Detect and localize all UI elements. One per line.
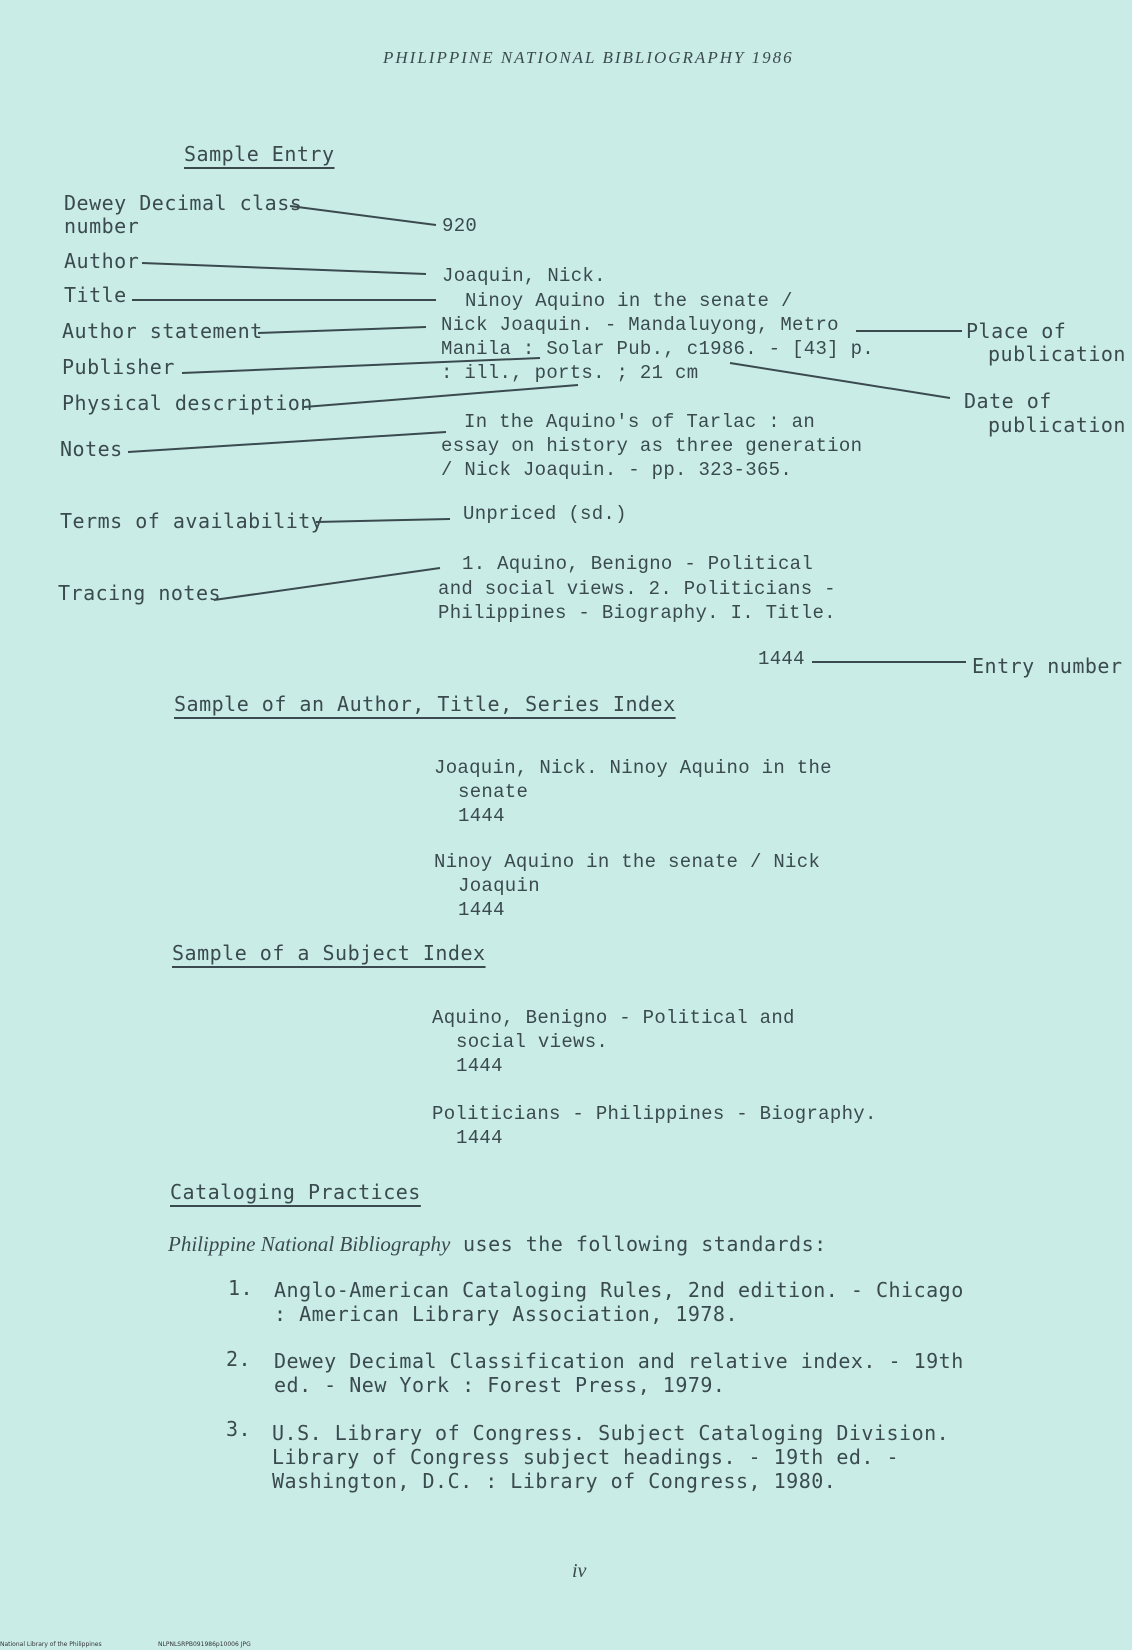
cataloging-intro-title: Philippine National Bibliography — [168, 1232, 451, 1256]
entry-terms: Unpriced (sd.) — [463, 503, 627, 525]
cataloging-intro — [168, 1232, 827, 1257]
connector-notes — [128, 432, 446, 452]
label-terms-of-availability: Terms of availability — [60, 509, 324, 533]
entry-statement-line: Nick Joaquin. - Mandaluyong, Metro — [441, 314, 839, 336]
subject-index-entry-line2: social views. — [456, 1031, 609, 1053]
standard-number: 3. — [226, 1417, 252, 1441]
label-place-line2: publication — [988, 342, 1126, 366]
author-index-entry-number: 1444 — [458, 899, 505, 921]
cataloging-intro-rest: uses the following standards: — [462, 1232, 827, 1256]
connector-tracing — [214, 568, 440, 600]
label-publisher: Publisher — [62, 355, 175, 379]
page-number: iv — [572, 1560, 587, 1582]
connector-publisher — [182, 358, 540, 373]
label-notes: Notes — [60, 437, 123, 461]
cataloging-heading: Cataloging Practices — [170, 1180, 421, 1204]
running-header: PHILIPPINE NATIONAL BIBLIOGRAPHY 1986 — [383, 48, 794, 67]
entry-publisher-line: Manila : Solar Pub., c1986. - [43] p. — [441, 338, 874, 360]
standard-line2: : American Library Association, 1978. — [274, 1302, 739, 1326]
label-place-line1: Place of — [966, 319, 1067, 343]
author-index-entry — [434, 850, 820, 922]
standard-line1: Dewey Decimal Classification and relative index. - 19th — [274, 1349, 964, 1373]
sample-entry-heading: Sample Entry — [184, 142, 335, 166]
standard-line2: ed. - New York : Forest Press, 1979. — [274, 1373, 726, 1397]
subject-index-entry-number: 1444 — [456, 1127, 503, 1149]
footer-right: NLPNLSRPB091986p10006 JPG — [158, 1641, 251, 1648]
entry-notes-line2: essay on history as three generation — [441, 435, 863, 457]
entry-number: 1444 — [758, 648, 805, 670]
label-date-line1: Date of — [964, 389, 1052, 413]
entry-tracing-line3: Philippines - Biography. I. Title. — [438, 602, 836, 624]
entry-physical-line: : ill., ports. ; 21 cm — [441, 362, 699, 384]
label-entry-number: Entry number — [972, 654, 1123, 678]
entry-notes-line3: / Nick Joaquin. - pp. 323-365. — [441, 459, 793, 481]
standard-line3: Washington, D.C. : Library of Congress, 1980. — [272, 1469, 837, 1493]
author-index-entry-line1: Ninoy Aquino in the senate / Nick — [434, 851, 821, 873]
author-index-entry — [434, 756, 832, 828]
connector-lines — [0, 0, 1132, 700]
standard-item — [272, 1421, 949, 1493]
connector-physical — [304, 385, 578, 407]
label-author: Author — [64, 249, 140, 273]
connector-terms — [316, 519, 450, 522]
connector-date — [730, 363, 950, 398]
entry-tracing-line2: and social views. 2. Politicians - — [438, 578, 836, 600]
author-index-entry-line2: senate — [458, 781, 529, 803]
subject-index-entry — [432, 1102, 877, 1150]
subject-index-entry-line1: Politicians - Philippines - Biography. — [432, 1103, 877, 1125]
author-index-entry-number: 1444 — [458, 805, 505, 827]
author-index-heading: Sample of an Author, Title, Series Index — [174, 692, 676, 716]
standard-item — [274, 1278, 964, 1326]
label-title: Title — [64, 283, 127, 307]
label-physical-description: Physical description — [62, 391, 313, 415]
standard-line1: Anglo-American Cataloging Rules, 2nd edition. - Chicago — [274, 1278, 964, 1302]
label-author-statement: Author statement — [62, 319, 263, 343]
subject-index-heading: Sample of a Subject Index — [172, 941, 486, 965]
connector-author-statement — [258, 327, 426, 333]
subject-index-entry-number: 1444 — [456, 1055, 503, 1077]
connector-dewey — [290, 206, 436, 225]
author-index-entry-line1: Joaquin, Nick. Ninoy Aquino in the — [434, 757, 832, 779]
connector-author — [142, 263, 426, 274]
entry-title-line: Ninoy Aquino in the senate / — [465, 290, 793, 312]
label-tracing-notes: Tracing notes — [58, 581, 222, 605]
entry-notes-line1: In the Aquino's of Tarlac : an — [464, 411, 816, 433]
label-date-line2: publication — [988, 413, 1126, 437]
subject-index-entry — [432, 1006, 795, 1078]
label-dewey-line2: number — [64, 214, 140, 238]
entry-class-number: 920 — [442, 215, 478, 237]
footer-left: National Library of the Philippines — [0, 1641, 102, 1648]
standard-line1: U.S. Library of Congress. Subject Cataloging Division. — [272, 1421, 950, 1445]
standard-number: 2. — [226, 1347, 252, 1371]
label-dewey-line1: Dewey Decimal class — [64, 191, 303, 215]
entry-author: Joaquin, Nick. — [442, 265, 606, 287]
standard-number: 1. — [228, 1276, 254, 1300]
entry-tracing-line1: 1. Aquino, Benigno - Political — [462, 553, 814, 575]
subject-index-entry-line1: Aquino, Benigno - Political and — [432, 1007, 795, 1029]
author-index-entry-line2: Joaquin — [458, 875, 540, 897]
standard-line2: Library of Congress subject headings. - 19th ed. - — [272, 1445, 900, 1469]
standard-item — [274, 1349, 964, 1397]
